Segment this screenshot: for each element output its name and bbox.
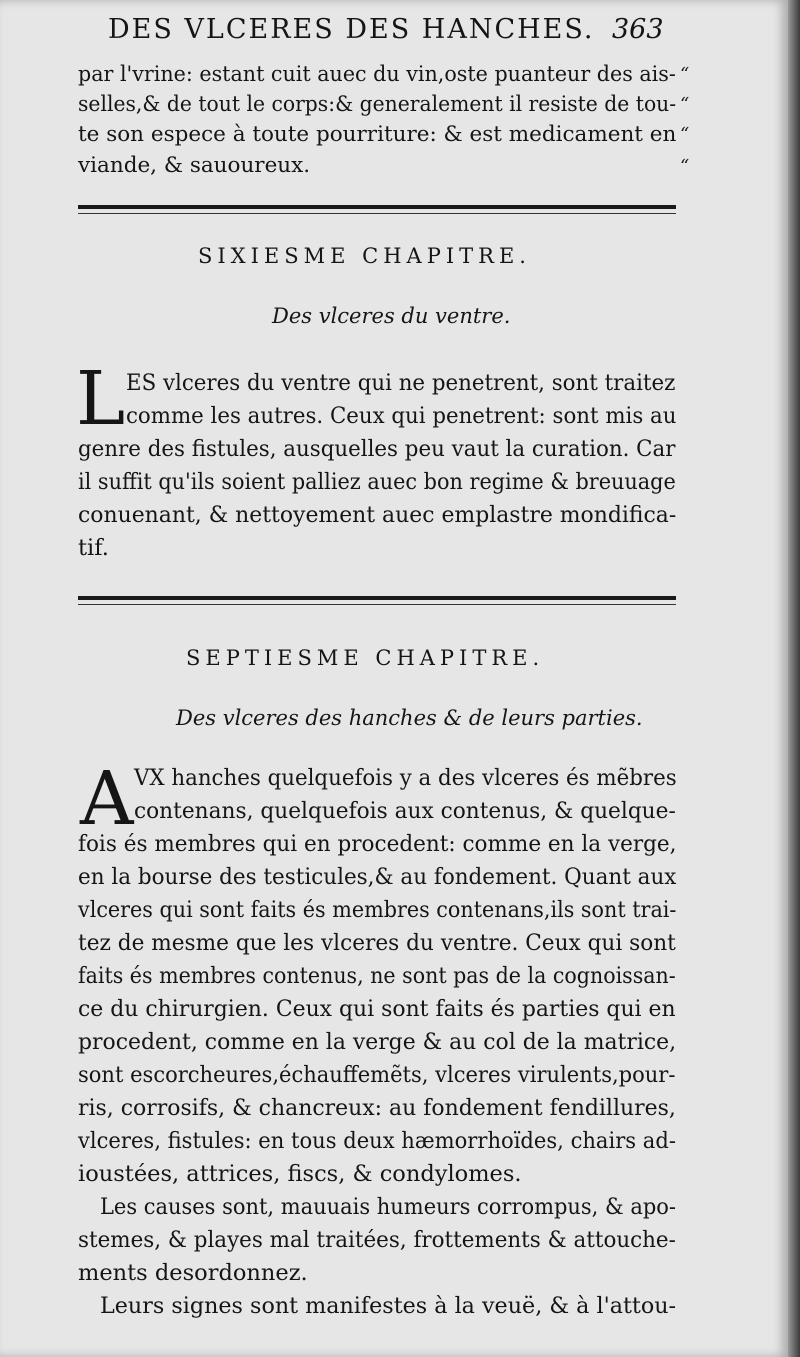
- margin-quote-mark: “: [680, 94, 690, 115]
- running-title: DES VLCERES DES HANCHES.: [108, 14, 595, 45]
- text-line: tif.: [78, 535, 109, 561]
- text-line: genre des fistules, ausquelles peu vaut la curation. Car: [78, 436, 676, 462]
- text-line: par l'vrine: estant cuit auec du vin,oste puanteur des ais-: [78, 62, 676, 87]
- section-rule-thin: [78, 213, 676, 214]
- text-line: ments desordonnez.: [78, 1260, 308, 1286]
- chapter-subtitle: Des vlceres du ventre.: [272, 304, 511, 328]
- text-line: ris, corrosifs, & chancreux: au fondement fendillures,: [78, 1095, 676, 1121]
- text-line: comme les autres. Ceux qui penetrent: sont mis au: [126, 403, 677, 429]
- text-line: ES vlceres du ventre qui ne penetrent, sont traitez: [126, 370, 676, 396]
- chapter-subtitle: Des vlceres des hanches & de leurs parties.: [176, 706, 643, 730]
- text-line: en la bourse des testicules,& au fondement. Quant aux: [78, 864, 677, 890]
- text-line: procedent, comme en la verge & au col de la matrice,: [78, 1029, 677, 1055]
- text-line: Les causes sont, mauuais humeurs corrompus, & apo-: [100, 1194, 676, 1220]
- page-edge-shadow: [788, 0, 800, 1357]
- text-line: conuenant, & nettoyement auec emplastre mondifica-: [78, 502, 677, 528]
- text-line: sont escorcheures,échauffemẽts, vlceres virulents,pour-: [78, 1062, 676, 1088]
- section-rule: [78, 596, 676, 600]
- text-line: tez de mesme que les vlceres du ventre. Ceux qui sont: [78, 930, 676, 956]
- text-line: stemes, & playes mal traitées, frottements & attouche-: [78, 1227, 676, 1253]
- text-line: il suffit qu'ils soient palliez auec bon regime & breuuage: [78, 469, 676, 495]
- chapter-heading: SEPTIESME CHAPITRE.: [186, 646, 545, 670]
- text-line: fois és membres qui en procedent: comme en la verge,: [78, 831, 677, 857]
- margin-quote-mark: “: [680, 156, 690, 177]
- text-line: te son espece à toute pourriture: & est medicament en: [78, 122, 677, 147]
- drop-cap: A: [80, 756, 134, 842]
- section-rule-thin: [78, 604, 676, 605]
- text-line: Leurs signes sont manifestes à la veuë, & à l'attou-: [100, 1293, 677, 1319]
- text-line: ce du chirurgien. Ceux qui sont faits és parties qui en: [78, 996, 676, 1022]
- margin-quote-mark: “: [680, 124, 690, 145]
- text-line: contenans, quelquefois aux contenus, & quelque-: [134, 798, 676, 824]
- text-line: ioustées, attrices, fiscs, & condylomes.: [78, 1161, 522, 1187]
- section-rule: [78, 205, 676, 209]
- text-line: selles,& de tout le corps:& generalement il resiste de tou-: [78, 92, 677, 117]
- chapter-heading: SIXIESME CHAPITRE.: [198, 244, 531, 268]
- text-line: vlceres, fistules: en tous deux hæmorrhoïdes, chairs ad-: [78, 1128, 676, 1154]
- text-line: faits és membres contenus, ne sont pas de la cognoissan-: [78, 963, 676, 989]
- text-line: viande, & sauoureux.: [78, 153, 311, 178]
- page-number: 363: [612, 14, 664, 45]
- margin-quote-mark: “: [680, 64, 690, 85]
- text-line: VX hanches quelquefois y a des vlceres és mẽbres: [134, 765, 677, 791]
- drop-cap: L: [76, 356, 126, 442]
- text-line: vlceres qui sont faits és membres contenans,ils sont trai-: [78, 897, 677, 923]
